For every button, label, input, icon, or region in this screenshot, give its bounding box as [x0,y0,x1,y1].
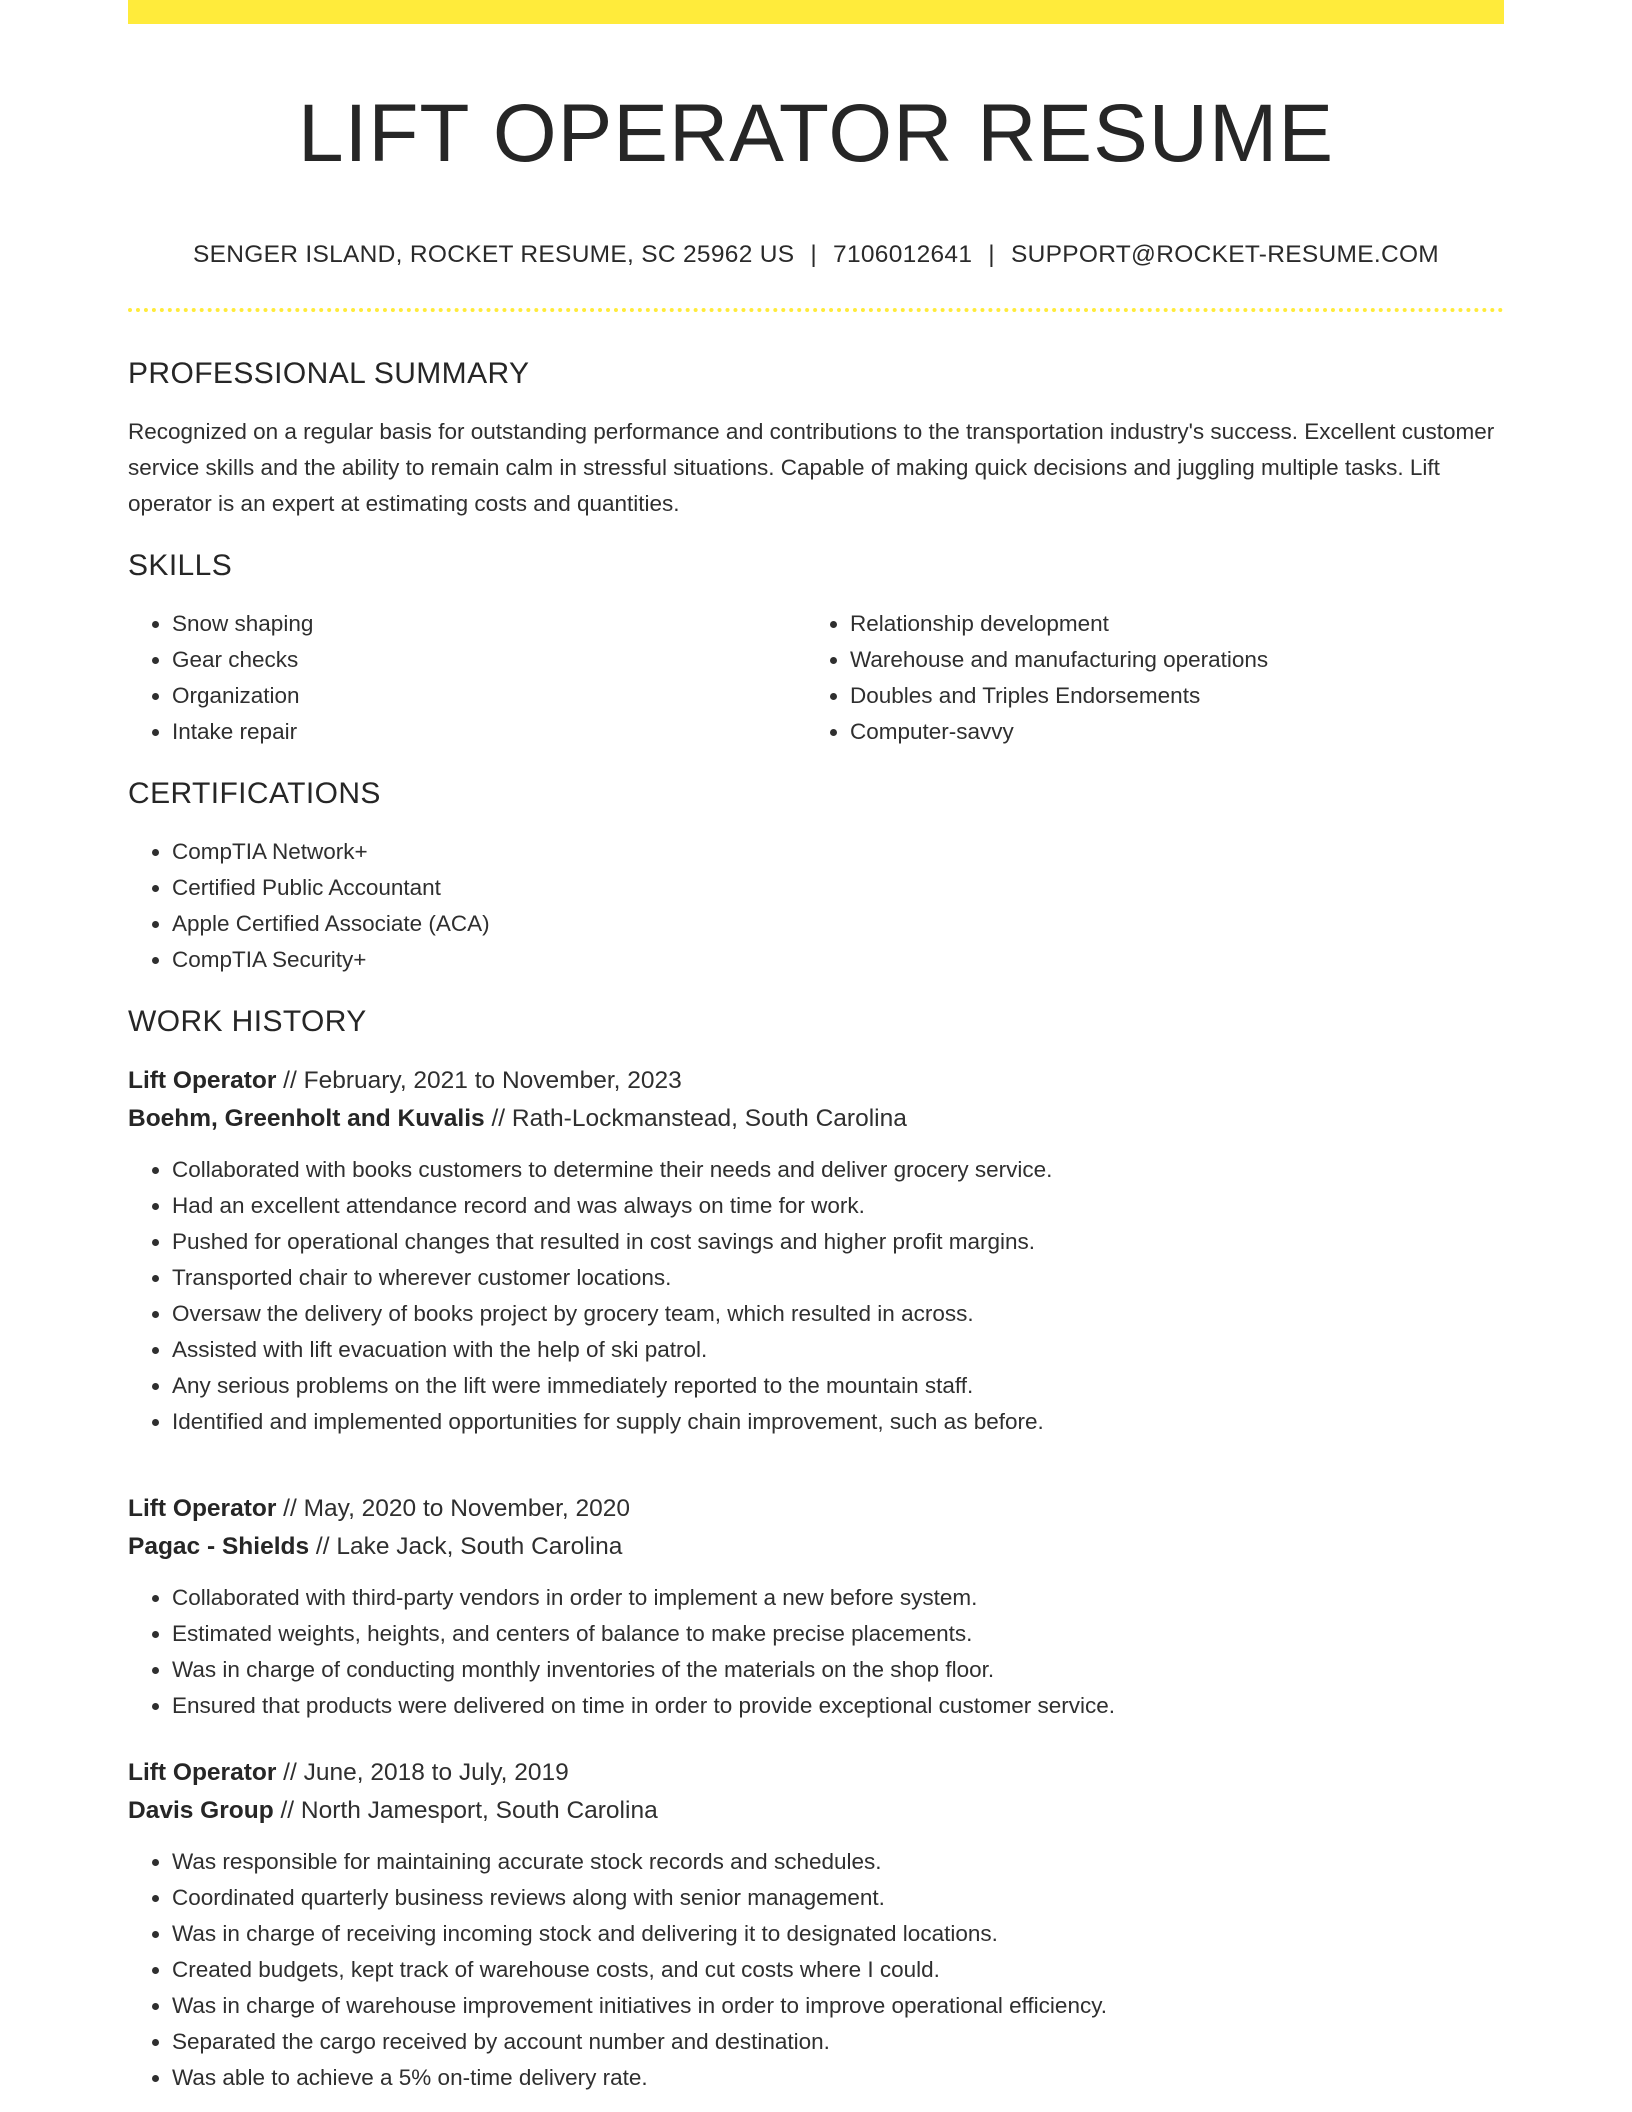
skill-item: • Relationship development [850,606,1484,642]
job-bullet: • Coordinated quarterly business reviews along with senior management. [172,1880,1504,1916]
contact-separator: | [988,241,995,268]
contact-email: SUPPORT@ROCKET-RESUME.COM [1010,241,1440,268]
certification-item: • CompTIA Security+ [172,942,1504,978]
job-bullets [128,1580,1504,1724]
skill-item: • Warehouse and manufacturing operations [850,642,1484,678]
job-bullet: • Collaborated with third-party vendors in order to implement a new before system. [172,1580,1504,1616]
job-bullet: • Was in charge of conducting monthly inventories of the materials on the shop floor. [172,1652,1504,1688]
job-title-line [128,1490,1504,1528]
job-bullet: • Any serious problems on the lift were immediately reported to the mountain staff. [172,1368,1504,1404]
dotted-divider [128,308,1504,312]
job-dates: // February, 2021 to November, 2023 [276,1067,682,1094]
job-company-line [128,1792,1504,1830]
job-company-line [128,1100,1504,1138]
job-bullets [128,1152,1504,1440]
job-bullet: • Oversaw the delivery of books project by grocery team, which resulted in across. [172,1296,1504,1332]
certification-item: • Certified Public Accountant [172,870,1504,906]
job-title-line [128,1062,1504,1100]
job-bullet: • Ensured that products were delivered on time in order to provide exceptional customer service. [172,1688,1504,1724]
job-bullet: • Was in charge of receiving incoming stock and delivering it to designated locations. [172,1916,1504,1952]
certification-item: • CompTIA Network+ [172,834,1504,870]
job-company-line [128,1528,1504,1566]
skill-item: • Gear checks [172,642,806,678]
job-role: Lift Operator [128,1495,277,1522]
job-bullet: • Assisted with lift evacuation with the help of ski patrol. [172,1332,1504,1368]
certifications-list [128,834,1504,978]
skill-item: • Intake repair [172,714,806,750]
job-location: // Lake Jack, South Carolina [309,1533,623,1560]
job-bullet: • Was able to achieve a 5% on-time delivery rate. [172,2060,1504,2096]
job-bullet: • Identified and implemented opportunities for supply chain improvement, such as before. [172,1404,1504,1440]
job-bullet: • Was in charge of warehouse improvement initiatives in order to improve operational efficiency. [172,1988,1504,2024]
job-role: Lift Operator [128,1067,277,1094]
contact-address: SENGER ISLAND, ROCKET RESUME, SC 25962 US [192,241,795,268]
skill-item: • Organization [172,678,806,714]
skills-grid [128,606,1504,750]
job-entry [128,1754,1504,2096]
job-bullet: • Created budgets, kept track of warehouse costs, and cut costs where I could. [172,1952,1504,1988]
accent-top-bar [128,0,1504,24]
job-company: Davis Group [128,1797,274,1824]
skills-heading: SKILLS [128,549,233,582]
work-history-heading: WORK HISTORY [128,1005,367,1038]
job-location: // North Jamesport, South Carolina [273,1797,658,1824]
certification-item: • Apple Certified Associate (ACA) [172,906,1504,942]
contact-phone: 7106012641 [833,241,973,268]
summary-text: Recognized on a regular basis for outstanding performance and contributions to the transportation industry's success. Excellent customer service skills and the ability to remain calm in stressful situations. Capable of making quick decisions and juggling multiple tasks. Lift operator is an expert at estimating costs and quantities. [128,419,1495,516]
job-bullet: • Separated the cargo received by account number and destination. [172,2024,1504,2060]
job-role: Lift Operator [128,1759,277,1786]
skills-left-list [128,606,806,750]
job-bullet: • Was responsible for maintaining accurate stock records and schedules. [172,1844,1504,1880]
job-dates: // June, 2018 to July, 2019 [276,1759,569,1786]
job-bullet: • Estimated weights, heights, and centers of balance to make precise placements. [172,1616,1504,1652]
job-bullet: • Had an excellent attendance record and was always on time for work. [172,1188,1504,1224]
job-bullet: • Transported chair to wherever customer locations. [172,1260,1504,1296]
job-company: Pagac - Shields [128,1533,310,1560]
job-bullet: • Collaborated with books customers to determine their needs and deliver grocery service. [172,1152,1504,1188]
contact-line [128,240,1504,270]
resume-title: LIFT OPERATOR RESUME [297,88,1335,179]
job-entry [128,1490,1504,1724]
skill-item: • Computer-savvy [850,714,1484,750]
contact-separator: | [810,241,818,268]
job-title-line [128,1754,1504,1792]
skill-item: • Doubles and Triples Endorsements [850,678,1484,714]
job-bullets [128,1844,1504,2096]
resume-page [128,0,1504,2096]
job-dates: // May, 2020 to November, 2020 [276,1495,631,1522]
certifications-heading: CERTIFICATIONS [128,777,381,810]
job-entry [128,1062,1504,1440]
job-location: // Rath-Lockmanstead, South Carolina [484,1105,907,1132]
job-bullet: • Pushed for operational changes that resulted in cost savings and higher profit margins. [172,1224,1504,1260]
skills-right-list [806,606,1484,750]
summary-heading: PROFESSIONAL SUMMARY [128,357,530,390]
job-company: Boehm, Greenholt and Kuvalis [128,1105,485,1132]
skill-item: • Snow shaping [172,606,806,642]
